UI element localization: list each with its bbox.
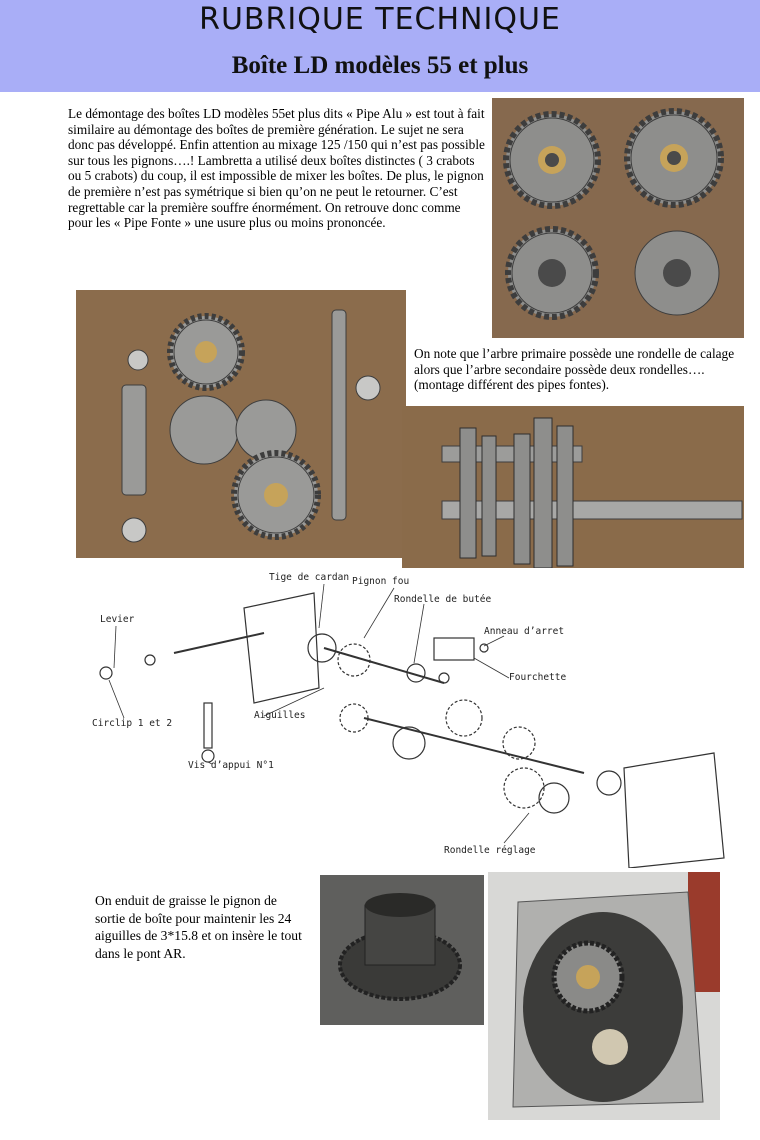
casing-photo bbox=[488, 872, 720, 1120]
page-title: Boîte LD modèles 55 et plus bbox=[231, 52, 529, 79]
label-rondelle-butee: Rondelle de butée bbox=[394, 594, 492, 605]
label-pignon: Pignon fou bbox=[352, 576, 410, 587]
label-levier: Levier bbox=[100, 614, 135, 625]
label-fourchette: Fourchette bbox=[509, 672, 567, 683]
parts-photo bbox=[76, 290, 406, 558]
label-rondelle-reglage: Rondelle réglage bbox=[444, 845, 536, 856]
gears-photo bbox=[492, 98, 744, 338]
label-vis: Vis d’appui N°1 bbox=[188, 760, 274, 771]
section-title: RUBRIQUE TECHNIQUE bbox=[199, 2, 561, 37]
label-anneau: Anneau d’arret bbox=[484, 626, 565, 637]
shafts-paragraph: On note que l’arbre primaire possède une rondelle de calage alors que l’arbre secondaire possède deux rondelles…. (montage différent des pipes fontes). bbox=[414, 346, 735, 393]
pinion-photo bbox=[320, 875, 484, 1025]
label-tige: Tige de cardan bbox=[269, 572, 350, 583]
intro-paragraph: Le démontage des boîtes LD modèles 55et plus dits « Pipe Alu » est tout à fait similaire au démontage des boîtes de première génération. Le sujet ne sera donc pas développé. Enfin attention au mixage 125 /150 qui n’est pas possible sur tous les pignons….! Lambretta a utilisé deux boîtes distinctes ( 3 crabots ou 5 crabots) du coup, il est impossible de mixer les boîtes. De plus, le pignon de première n’est pas symétrique si bien qu’on ne peut le retourner. C’est regrettable car la première souffre énormément. On retrouve donc comme pour les « Pipe Fonte » une usure plus ou moins prononcée. bbox=[68, 106, 485, 231]
label-aiguilles: Aiguilles bbox=[254, 710, 306, 721]
exploded-diagram bbox=[64, 568, 744, 868]
header-banner bbox=[0, 0, 760, 92]
label-circlip: Circlip 1 et 2 bbox=[92, 718, 173, 729]
shafts-photo bbox=[402, 406, 744, 578]
grease-paragraph: On enduit de graisse le pignon de sortie de boîte pour maintenir les 24 aiguilles de 3*15.8 et on insère le tout dans le pont AR. bbox=[95, 893, 302, 961]
